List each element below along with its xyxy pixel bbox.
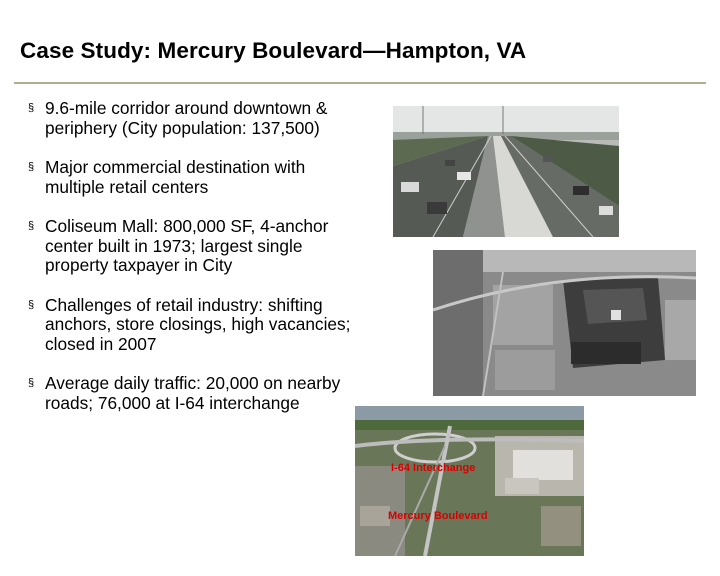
bullet-text: Coliseum Mall: 800,000 SF, 4-anchor center built in 1973; largest single property taxpayer in City bbox=[45, 216, 329, 275]
bullet-text: Challenges of retail industry: shifting anchors, store closings, high vacancies; closed in 2007 bbox=[45, 294, 351, 354]
boulevard-label: Mercury Boulevard bbox=[388, 510, 488, 522]
title-divider bbox=[14, 82, 706, 84]
mall-aerial-photo bbox=[433, 250, 696, 396]
interchange-label: I-64 Interchange bbox=[391, 462, 476, 474]
bullet-item bbox=[28, 374, 358, 413]
bullet-marker: § bbox=[28, 377, 35, 389]
slide-title: Case Study: Mercury Boulevard—Hampton, VA bbox=[20, 38, 527, 63]
bullet-text: Average daily traffic: 20,000 on nearby roads; 76,000 at I-64 interchange bbox=[45, 373, 341, 413]
bullet-marker: § bbox=[28, 102, 35, 114]
bullet-list bbox=[28, 99, 358, 433]
highway-photo bbox=[393, 106, 619, 237]
bullet-text: 9.6-mile corridor around downtown & periphery (City population: 137,500) bbox=[45, 98, 328, 138]
bullet-item bbox=[28, 296, 358, 355]
bullet-marker: § bbox=[28, 161, 35, 173]
bullet-item bbox=[28, 158, 358, 197]
bullet-marker: § bbox=[28, 298, 35, 311]
interchange-aerial-photo bbox=[355, 406, 584, 556]
bullet-text: Major commercial destination with multiple retail centers bbox=[45, 157, 306, 197]
bullet-marker: § bbox=[28, 220, 35, 232]
bullet-item bbox=[28, 99, 358, 138]
bullet-item bbox=[28, 217, 358, 276]
